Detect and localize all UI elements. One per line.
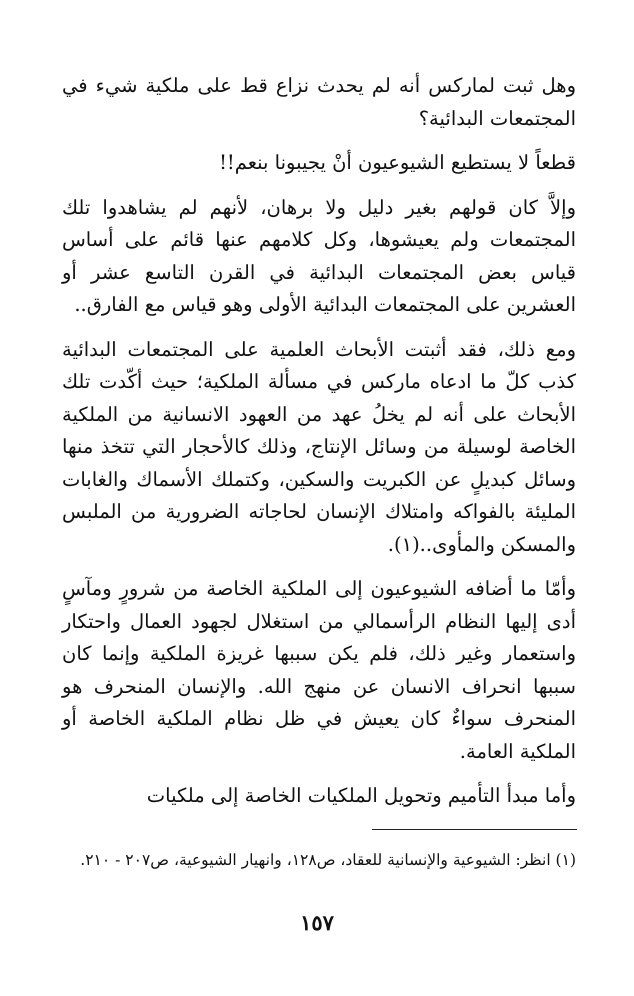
paragraph-3: وإلاَّ كان قولهم بغير دليل ولا برهان، لأنهم لم يشاهدوا تلك المجتمعات ولم يعيشوها، وكل كلامهم عنها قائم على أساس قياس بعض المجتمعات البدائية في القرن التاسع عشر أو العشرين على المجتمعات البدائية الأولى وهو قياس مع الفارق..: [62, 195, 576, 316]
page-number: ١٥٧: [300, 910, 334, 935]
paragraph-6: وأما مبدأ التأميم وتحويل الملكيات الخاصة إلى ملكيات: [146, 784, 576, 807]
paragraph-4: ومع ذلك، فقد أثبتت الأبحاث العلمية على المجتمعات البدائية كذب كلّ ما ادعاه ماركس في مسألة الملكية؛ حيث أكّدت تلك الأبحاث على أنه لم يخلُ عهد من العهود الانسانية من الملكية الخاصة لوسيلة من وسائل الإنتاج، وذلك كالأحجار التي تتخذ منها وسائل كبديلٍ عن الكبريت والسكين، وكتملك الأسماك والغابات المليئة بالفواكه وامتلاك الإنسان لحاجاته الضرورية من الملبس والمسكن والمأوى..(١).: [62, 337, 576, 556]
paragraph-2: قطعاً لا يستطيع الشيوعيون أنْ يجيبونا بنعم!!: [219, 151, 576, 174]
page-body: [62, 70, 576, 825]
footnote: (١) انظر: الشيوعية والإنسانية للعقاد، ص١٢٨، وانهيار الشيوعية، ص٢٠٧ - ٢١٠.: [80, 851, 576, 869]
paragraph-5: وأمّا ما أضافه الشيوعيون إلى الملكية الخاصة من شرورٍ ومآسٍ أدى إليها النظام الرأسمالي من استغلال لجهود العمال واحتكار واستعمار وغير ذلك، فلم يكن سببها غريزة الملكية وإنما كان سببها انحراف الانسان عن منهج الله. والإنسان المنحرف هو المنحرف سواءٌ كان يعيش في ظل نظام الملكية الخاصة أو الملكية العامة.: [62, 577, 576, 763]
paragraph-1: وهل ثبت لماركس أنه لم يحدث نزاع قط على ملكية شيء في المجتمعات البدائية؟: [62, 74, 576, 130]
footnote-divider: [372, 829, 577, 830]
